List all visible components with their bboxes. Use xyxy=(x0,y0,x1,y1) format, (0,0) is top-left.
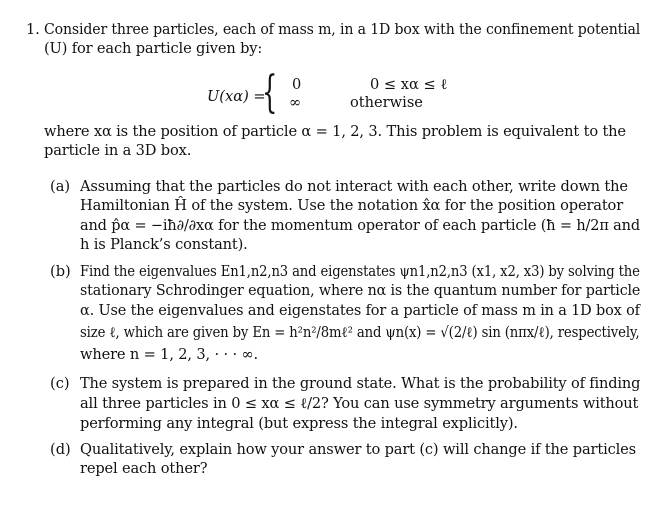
part-b-line: size ℓ, which are given by En = h²n²/8mℓ² and ψn(x) = √(2/ℓ) sin (nπx/ℓ), respectively, xyxy=(80,324,640,341)
part-d-line: Qualitatively, explain how your answer to part (c) will change if the particles xyxy=(80,441,636,458)
problem-number: 1. xyxy=(26,21,40,38)
part-b-label: (b) xyxy=(50,263,71,280)
after-line-2: particle in a 3D box. xyxy=(44,142,192,159)
equation-lhs: U(xα) = xyxy=(207,88,266,105)
case1-value: 0 xyxy=(292,76,302,93)
part-a-line: Assuming that the particles do not interact with each other, write down the xyxy=(80,178,628,195)
equation-brace: { xyxy=(262,67,278,118)
part-b-line: α. Use the eigenvalues and eigenstates for a particle of mass m in a 1D box of xyxy=(80,302,640,319)
part-b-line: stationary Schrodinger equation, where nα is the quantum number for particle xyxy=(80,282,641,299)
part-c-label: (c) xyxy=(50,375,70,392)
part-c-line: performing any integral (but express the integral explicitly). xyxy=(80,415,518,432)
part-b-line: where n = 1, 2, 3, · · · ∞. xyxy=(80,346,258,363)
case1-condition: 0 ≤ xα ≤ ℓ xyxy=(370,76,448,93)
case2-condition: otherwise xyxy=(350,94,423,111)
part-a-line: h is Planck’s constant). xyxy=(80,236,248,253)
intro-line-1: Consider three particles, each of mass m, in a 1D box with the confinement potential xyxy=(44,21,641,38)
part-d-line: repel each other? xyxy=(80,460,208,477)
part-b-line: Find the eigenvalues En1,n2,n3 and eigenstates ψn1,n2,n3 (x1, x2, x3) by solving the xyxy=(80,263,640,280)
part-c-line: The system is prepared in the ground state. What is the probability of finding xyxy=(80,375,641,392)
after-line-1: where xα is the position of particle α = 1, 2, 3. This problem is equivalent to the xyxy=(44,123,626,140)
part-a-line: Hamiltonian Ĥ of the system. Use the notation x̂α for the position operator xyxy=(80,197,624,214)
part-d-label: (d) xyxy=(50,441,71,458)
intro-line-2: (U) for each particle given by: xyxy=(44,40,263,57)
part-a-label: (a) xyxy=(50,178,71,195)
part-a-line: and p̂α = −iħ∂/∂xα for the momentum operator of each particle (ħ = h/2π and xyxy=(80,217,640,234)
part-c-line: all three particles in 0 ≤ xα ≤ ℓ/2? You can use symmetry arguments without xyxy=(80,395,639,412)
case2-value: ∞ xyxy=(289,94,302,111)
